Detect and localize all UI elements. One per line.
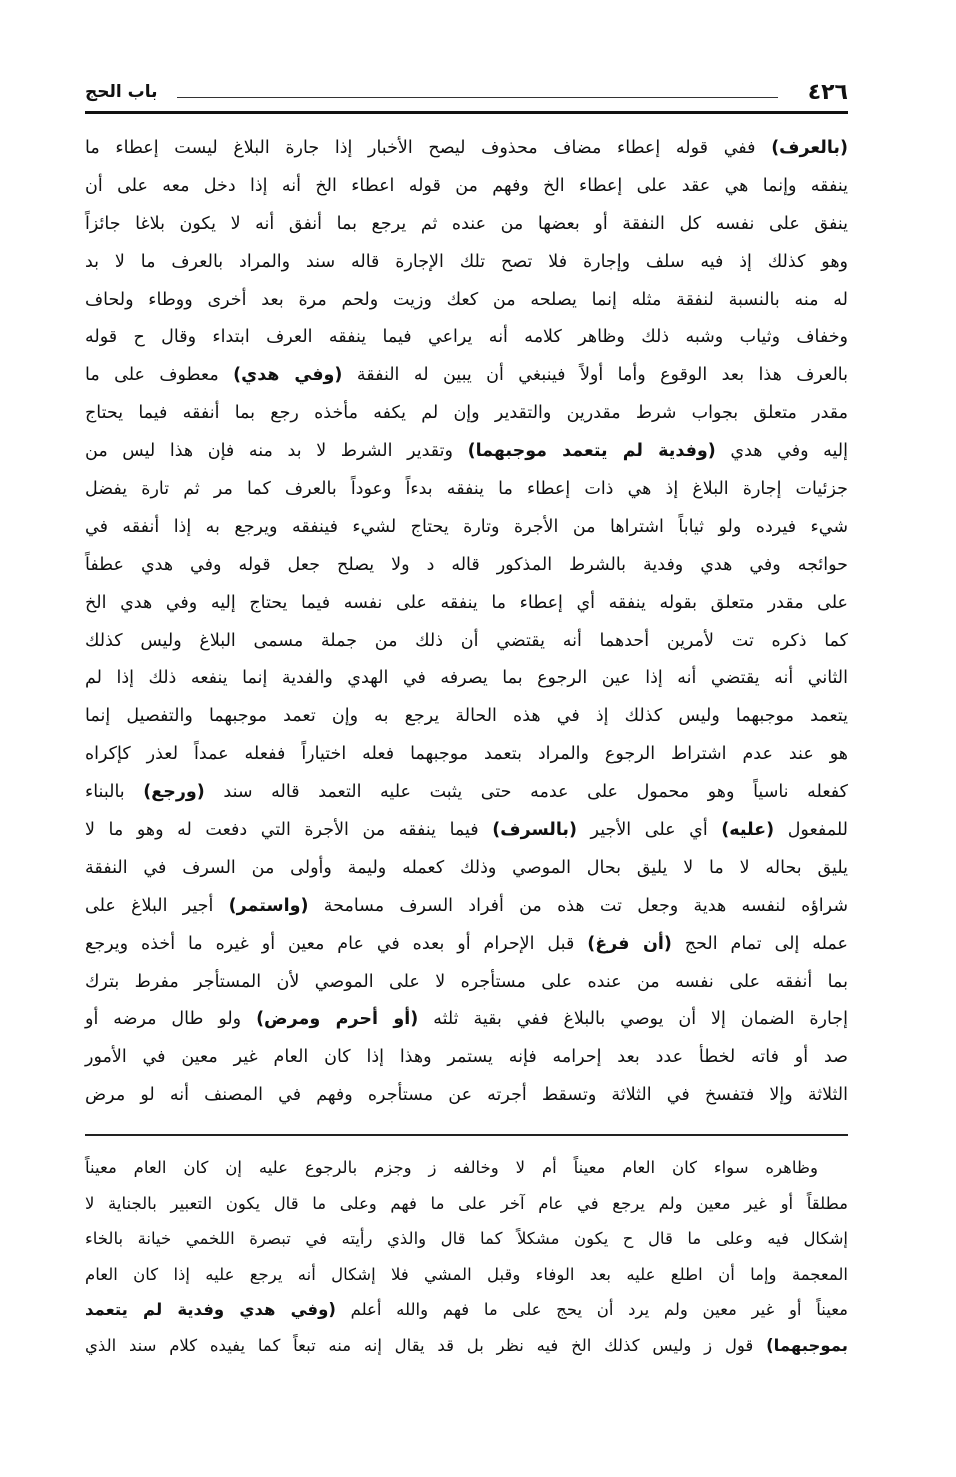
- bold-quoted-text: (وفي هدي وفدية لم يتعمد: [85, 1300, 336, 1319]
- bold-quoted-text: (بالعرف): [771, 138, 848, 158]
- text-segment: يتعمد موجبهما وليس كذلك إذ في هذه الحالة يرجع به وإن تعمد موجبهما والتفصيل إنما: [85, 706, 848, 727]
- text-segment: ولو طال مرضه أو: [85, 1009, 257, 1030]
- text-line: [85, 964, 848, 1002]
- text-segment: وهو كذلك إذ فيه سلف وإجارة فلا تصح تلك الإجارة قاله سند والمراد بالعرف ما لا بد: [85, 251, 848, 272]
- text-segment: معطوف على ما: [85, 365, 234, 386]
- footnote-separator: [85, 1134, 848, 1136]
- bold-quoted-text: (واستمر): [228, 895, 309, 916]
- text-segment: قول ز وليس كذلك الخ فيه نظر بل قد يقال إنه منه تبعاً كما يفيده كلام سند الذي: [85, 1335, 767, 1355]
- text-line: [85, 850, 848, 888]
- text-line: [85, 206, 848, 244]
- footnote-line: [85, 1150, 848, 1186]
- text-segment: ينفق على نفسه كل النفقة أو بعضها من عنده ثم يرجع بما أنفق أنه لا يكون بلاغا جائزاً: [85, 213, 848, 234]
- text-segment: للمفعول: [774, 820, 849, 841]
- bold-quoted-text: (ورجع): [143, 782, 205, 803]
- text-segment: له منه بالنسبة لنفقة مثله إنما يصلحه من كعك وزيت ولحم مرة بعد أخرى ووطاء ولحاف: [85, 289, 848, 310]
- page-number: ٤٢٦: [807, 80, 848, 105]
- text-line: [85, 395, 848, 433]
- text-segment: يليق بحاله لا ما لا يليق بحال الموصي وذلك كعمله وليمة وأولى من السرف في النفقة: [85, 857, 848, 878]
- text-segment: معيناً أو غير معين ولم يرد أن يحج على ما فهم والله أعلم: [335, 1300, 848, 1319]
- text-segment: كما ذكره تت لأمرين أحدهما أنه يقتضي أن ذلك من جملة مسمى البلاغ وليس كذلك: [85, 630, 848, 651]
- page-header: [85, 80, 848, 114]
- text-segment: جزئيات إجارة البلاغ إذ هي ذات إعطاء ما ينفقه بدءاً وعوداً بالعرف كما مر ثم تارة يفضل: [85, 479, 848, 500]
- footnote-line: [85, 1257, 848, 1293]
- footnote-line: [85, 1328, 848, 1364]
- header-divider: [177, 97, 778, 98]
- text-line: [85, 357, 848, 395]
- text-segment: وتقدير الشرط لا بد منه فإن هذا ليس من: [85, 441, 468, 462]
- text-segment: شراؤه لنفسه هدية وجعل تت هذه من أفراد السرف مسامحة: [308, 895, 848, 916]
- bold-quoted-text: (عليه): [721, 820, 775, 841]
- text-line: [85, 433, 848, 471]
- text-line: [85, 812, 848, 850]
- footnote-text: [85, 1150, 848, 1363]
- footnote-line: [85, 1221, 848, 1257]
- text-segment: ينفقه وإنما هي عقد على إعطاء الخ وفهم من قوله اعطاء الخ أنه إذا دخل معه على أن: [85, 175, 848, 196]
- bold-quoted-text: (وفي هدي): [233, 365, 343, 386]
- text-line: [85, 244, 848, 282]
- text-line: [85, 660, 848, 698]
- text-line: [85, 926, 848, 964]
- text-segment: بالبناء: [85, 782, 144, 803]
- text-segment: بالعرف هذا بعد الوقوع وأما أولاً فينبغي أن يبين له النفقة: [342, 365, 848, 386]
- text-segment: قبل الإحرام أو بعده في عام معين أو غيره ما أخذه ويرجع: [85, 933, 588, 954]
- footnote-line: [85, 1186, 848, 1222]
- bold-quoted-text: (وفدية لم يتعمد موجبهما): [467, 441, 716, 462]
- text-segment: صد أو فاته لخطأ عدد بعد إحرامه فإنه يستمر وهذا إذا كان العام غير معين في الأمور: [85, 1047, 848, 1068]
- text-segment: كفعله ناسياً وهو محمول على عدمه حتى يثبت عليه التعمد قاله سند: [204, 782, 848, 803]
- text-line: [85, 130, 848, 168]
- bold-quoted-text: (أن فرغ): [587, 933, 672, 954]
- text-segment: الثاني أنه يقتضي أنه إذا عين الرجوع بما يصرفه في الهدي والفدية إنما ينفعه ذلك إذا لم: [85, 668, 848, 689]
- text-line: [85, 1077, 848, 1115]
- text-segment: وخفاف وثياب وشبه ذلك وظاهر كلامه أنه يراعي فيما ينفقه العرف ابتداء وقال ح قوله: [85, 327, 848, 348]
- text-segment: الثلاثة وإلا فتفسخ في الثلاثة وتسقط أجرته عن مستأجره وفهم في المصنف أنه لو مرض: [85, 1085, 848, 1106]
- text-segment: ففي قوله إعطاء مضاف محذوف ليصح الأخبار إذا جارة البلاغ ليست إعطاء ما: [85, 138, 772, 158]
- text-line: [85, 471, 848, 509]
- bold-quoted-text: (أو أحرم ومرض): [256, 1009, 419, 1030]
- main-text: [85, 130, 848, 1115]
- text-segment: وظاهره سواء كان العام معيناً أم لا وخالفه ز وجزم بالرجوع عليه إن كان العام معيناً: [85, 1158, 818, 1177]
- text-segment: على مقدر متعلق بقوله ينفقه أي إعطاء ما ينفقه على نفسه فيما يحتاج إليه وفي هدي الخ: [85, 592, 848, 613]
- text-segment: بما أنفقه على نفسه من عنده على مستأجره لا على الموصي لأن المستأجر مفرط بترك: [85, 971, 848, 992]
- text-segment: مقدر متعلق بجواب شرط مقدرين والتقدير وإن لم يكفه مأخذه رجع بما أنفقه فيما يحتاج: [85, 403, 848, 424]
- text-segment: حوائجه وفي هدي وفدية بالشرط المذكور قاله د ولا يصلح جعل قوله وفي هدي عطفاً: [85, 554, 848, 575]
- text-segment: عمله إلى تمام الحج: [671, 933, 848, 954]
- text-line: [85, 319, 848, 357]
- text-segment: إشكال فيه وعلى ما قال ح يكون مشكلاً كما قال والذي رأيته في تبصرة اللخمي خيانة بالخاء: [85, 1229, 848, 1248]
- text-line: [85, 774, 848, 812]
- text-segment: المعجمة وإما أن اطلع عليه بعد الوفاء وقبل المشي فلا إشكال أنه يرجع عليه إذا كان العام: [85, 1264, 848, 1284]
- text-line: [85, 623, 848, 661]
- text-segment: هو عند عدم اشتراط الرجوع والمراد بتعمد موجبهما فعله اختياراً ففعله عمداً لعذر كإكراه: [85, 744, 848, 765]
- text-segment: فيما ينفقه من الأجرة التي دفعت له وهو ما لا: [85, 820, 493, 841]
- text-segment: أي على الأجير: [576, 820, 722, 841]
- text-line: [85, 585, 848, 623]
- text-segment: أجير البلاغ على: [85, 895, 229, 916]
- running-title: باب الحج: [85, 82, 158, 102]
- text-line: [85, 1039, 848, 1077]
- text-line: [85, 547, 848, 585]
- text-line: [85, 736, 848, 774]
- text-segment: مطلقاً أو غير معين ولم يرجع في عام آخر على ما فهم وعلى ما قال يكون التعبير بالجناية لا: [85, 1193, 848, 1213]
- text-segment: إليه وفي هدي: [715, 441, 848, 462]
- bold-quoted-text: (بالسرف): [492, 820, 577, 841]
- text-line: [85, 888, 848, 926]
- text-line: [85, 698, 848, 736]
- text-line: [85, 1001, 848, 1039]
- text-line: [85, 168, 848, 206]
- text-segment: شيء فيرده ولو ثياباً اشتراها من الأجرة وتارة يحتاج لشيء فينفقه ويرجع به إذا أنفقه في: [85, 516, 848, 537]
- text-segment: إجارة الضمان إلا أن يوصي بالبلاغ ففي بقية ثلثه: [418, 1009, 848, 1030]
- bold-quoted-text: بموجبهما): [766, 1335, 848, 1355]
- footnote-line: [85, 1292, 848, 1328]
- text-line: [85, 509, 848, 547]
- header-rule: [85, 111, 848, 114]
- text-line: [85, 282, 848, 320]
